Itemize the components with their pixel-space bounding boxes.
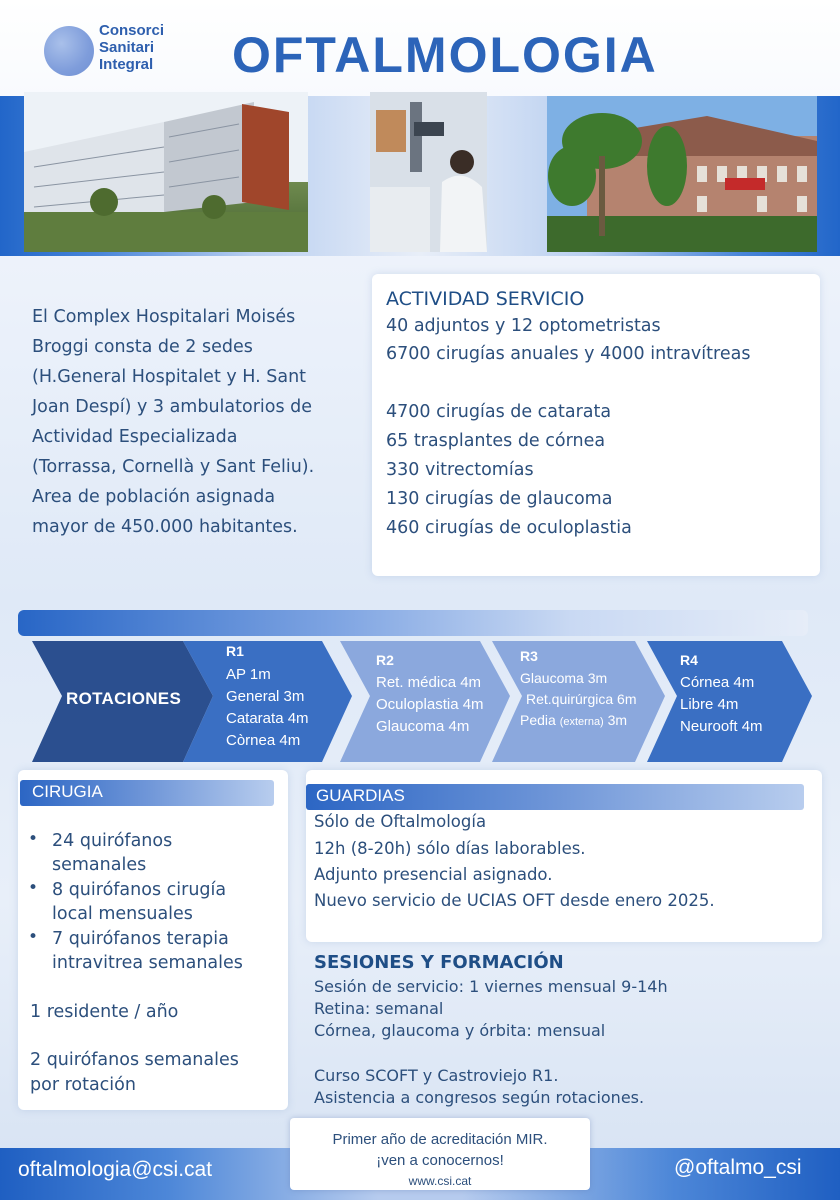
- cirugia-bullet-line: 7 quirófanos terapia: [52, 929, 229, 949]
- footer-line: Primer año de acreditación MIR.: [332, 1131, 548, 1148]
- rotations-label: ROTACIONES: [66, 689, 182, 708]
- bullet-icon: •: [28, 927, 39, 947]
- cirugia-bullet-line: intravitrea semanales: [52, 953, 243, 973]
- sesiones-line: Retina: semanal: [314, 999, 444, 1018]
- guardias-line: Sólo de Oftalmología: [314, 812, 487, 831]
- hospital-building-photo: [24, 92, 308, 252]
- intro-line: Joan Despí) y 3 ambulatorios de: [32, 397, 313, 417]
- guardias-line: Adjunto presencial asignado.: [314, 865, 553, 884]
- cirugia-title: CIRUGIA: [20, 780, 274, 806]
- r3-item-externa: (externa): [559, 716, 604, 728]
- r1-item: General 3m: [226, 688, 305, 705]
- r1-item: Còrnea 4m: [226, 732, 301, 749]
- cirugia-bullet-line: 8 quirófanos cirugía: [52, 880, 227, 900]
- intro-line: Broggi consta de 2 sedes: [32, 337, 253, 357]
- sesiones-line: Sesión de servicio: 1 viernes mensual 9-14h: [314, 977, 668, 996]
- r3-item: Glaucoma 3m: [520, 670, 608, 686]
- r3-item-duration: 3m: [607, 712, 628, 728]
- r2-heading: R2: [376, 652, 394, 668]
- rotations-bar: [18, 610, 808, 636]
- guardias-line: 12h (8-20h) sólo días laborables.: [314, 839, 586, 858]
- bullet-icon: •: [28, 878, 39, 898]
- cirugia-residente: 1 residente / año: [30, 1002, 179, 1022]
- r1-item: AP 1m: [226, 666, 271, 683]
- logo-line: Sanitari: [99, 39, 155, 56]
- footer-email[interactable]: oftalmologia@csi.cat: [18, 1158, 213, 1181]
- r3-item: [520, 712, 627, 728]
- r1-item: Catarata 4m: [226, 710, 309, 727]
- activity-line: 330 vitrectomías: [386, 460, 534, 480]
- cirugia-bullet-line: 24 quirófanos: [52, 831, 173, 851]
- guardias-title: GUARDIAS: [306, 784, 804, 810]
- activity-line: 40 adjuntos y 12 optometristas: [386, 316, 661, 336]
- intro-line: (Torrassa, Cornellà y Sant Feliu).: [32, 457, 315, 477]
- intro-line: El Complex Hospitalari Moisés: [32, 307, 296, 327]
- r3-item: Ret.quirúrgica 6m: [526, 691, 637, 707]
- activity-line: 4700 cirugías de catarata: [386, 402, 612, 422]
- intro-line: mayor de 450.000 habitantes.: [32, 517, 298, 537]
- r4-item: Neurooft 4m: [680, 718, 763, 735]
- activity-title: ACTIVIDAD SERVICIO: [386, 288, 585, 310]
- sesiones-line: Córnea, glaucoma y órbita: mensual: [314, 1021, 606, 1040]
- logo-line: Integral: [99, 56, 154, 73]
- cirugia-bullet-line: semanales: [52, 855, 147, 875]
- ophthalmology-exam-photo: [370, 92, 487, 252]
- sesiones-line: Curso SCOFT y Castroviejo R1.: [314, 1066, 559, 1085]
- cirugia-rotacion-line: 2 quirófanos semanales: [30, 1050, 239, 1070]
- footer-line: ¡ven a conocernos!: [376, 1152, 504, 1169]
- sesiones-line: Asistencia a congresos según rotaciones.: [314, 1088, 645, 1107]
- bullet-icon: •: [28, 829, 39, 849]
- r2-item: Oculoplastia 4m: [376, 696, 484, 713]
- intro-line: Area de población asignada: [32, 487, 276, 507]
- hospital-facade-photo: [547, 96, 817, 252]
- r4-heading: R4: [680, 652, 698, 668]
- r2-item: Ret. médica 4m: [376, 674, 482, 691]
- logo-line: Consorci: [99, 22, 165, 39]
- r3-heading: R3: [520, 648, 538, 664]
- guardias-line: Nuevo servicio de UCIAS OFT desde enero 2025.: [314, 891, 715, 910]
- activity-line: 460 cirugías de oculoplastia: [386, 518, 632, 538]
- r4-item: Córnea 4m: [680, 674, 755, 691]
- activity-line: 6700 cirugías anuales y 4000 intravítreas: [386, 344, 751, 364]
- footer-web-link[interactable]: www.csi.cat: [408, 1174, 472, 1188]
- cirugia-bullet-line: local mensuales: [52, 904, 193, 924]
- intro-line: Actividad Especializada: [32, 427, 238, 447]
- r3-item-pedia: Pedia: [520, 712, 556, 728]
- intro-line: (H.General Hospitalet y H. Sant: [32, 367, 307, 387]
- cirugia-rotacion-line: por rotación: [30, 1075, 136, 1095]
- logo-text: [99, 22, 164, 73]
- logo-circle: [44, 26, 94, 76]
- activity-line: 130 cirugías de glaucoma: [386, 489, 613, 509]
- r1-heading: R1: [226, 643, 244, 659]
- r2-item: Glaucoma 4m: [376, 718, 470, 735]
- activity-line: 65 trasplantes de córnea: [386, 431, 606, 451]
- footer-social-handle[interactable]: @oftalmo_csi: [674, 1156, 802, 1179]
- intro-text: [32, 302, 362, 542]
- page-title: OFTALMOLOGIA: [232, 27, 658, 83]
- r4-item: Libre 4m: [680, 696, 739, 713]
- sesiones-title: SESIONES Y FORMACIÓN: [314, 952, 564, 973]
